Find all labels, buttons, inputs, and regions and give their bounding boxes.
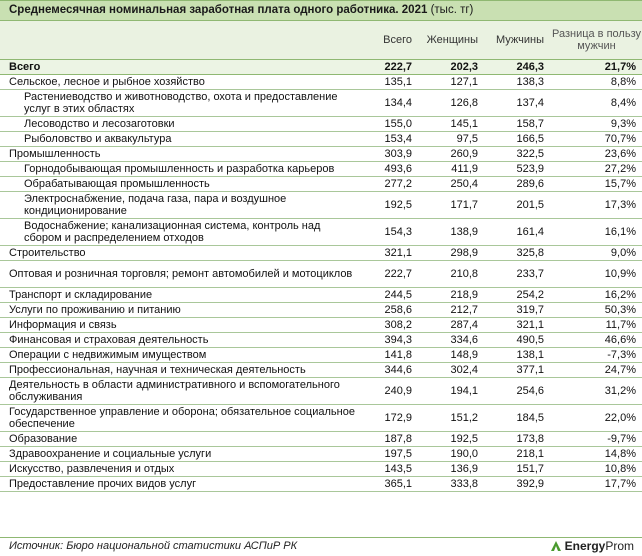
table-header <box>0 21 642 60</box>
cell-women: 145,1 <box>418 117 484 132</box>
cell-category: Предоставление прочих видов услуг <box>0 477 362 492</box>
cell-total: 303,9 <box>362 147 418 162</box>
cell-category: Водоснабжение; канализационная система, контроль над сбором и распределением отходов <box>0 219 362 246</box>
cell-category: Лесоводство и лесозаготовки <box>0 117 362 132</box>
table-row <box>0 405 642 432</box>
cell-men: 254,6 <box>484 378 550 405</box>
cell-difference: 16,2% <box>550 288 642 303</box>
cell-total: 143,5 <box>362 462 418 477</box>
cell-men: 158,7 <box>484 117 550 132</box>
cell-difference: 16,1% <box>550 219 642 246</box>
cell-men: 325,8 <box>484 246 550 261</box>
table-title-text: Среднемесячная номинальная заработная плата одного работника. 2021 <box>9 4 428 16</box>
brand-logo <box>550 539 634 553</box>
cell-men: 161,4 <box>484 219 550 246</box>
table-row <box>0 177 642 192</box>
cell-men: 319,7 <box>484 303 550 318</box>
cell-men: 137,4 <box>484 90 550 117</box>
cell-men: 254,2 <box>484 288 550 303</box>
cell-men: 377,1 <box>484 363 550 378</box>
source-note: Источник: Бюро национальной статистики АСПиР РК <box>9 540 298 552</box>
table-row <box>0 333 642 348</box>
cell-women: 148,9 <box>418 348 484 363</box>
cell-total: 222,7 <box>362 261 418 288</box>
cell-difference: 24,7% <box>550 363 642 378</box>
cell-category: Операции с недвижимым имуществом <box>0 348 362 363</box>
cell-total: 240,9 <box>362 378 418 405</box>
cell-women: 298,9 <box>418 246 484 261</box>
cell-women: 302,4 <box>418 363 484 378</box>
cell-total: 172,9 <box>362 405 418 432</box>
cell-women: 202,3 <box>418 60 484 75</box>
cell-difference: 14,8% <box>550 447 642 462</box>
table-row <box>0 75 642 90</box>
cell-men: 166,5 <box>484 132 550 147</box>
cell-men: 173,8 <box>484 432 550 447</box>
cell-women: 260,9 <box>418 147 484 162</box>
cell-total: 197,5 <box>362 447 418 462</box>
cell-men: 246,3 <box>484 60 550 75</box>
cell-total: 141,8 <box>362 348 418 363</box>
cell-men: 490,5 <box>484 333 550 348</box>
table-row <box>0 378 642 405</box>
cell-category: Строительство <box>0 246 362 261</box>
cell-difference: 23,6% <box>550 147 642 162</box>
cell-women: 171,7 <box>418 192 484 219</box>
cell-difference: 21,7% <box>550 60 642 75</box>
cell-women: 194,1 <box>418 378 484 405</box>
cell-total: 134,4 <box>362 90 418 117</box>
column-header-difference: Разница в пользу мужчин <box>550 21 642 60</box>
table-row <box>0 477 642 492</box>
table-row <box>0 303 642 318</box>
cell-difference: 17,7% <box>550 477 642 492</box>
table-row <box>0 447 642 462</box>
cell-category: Растениеводство и животноводство, охота и предоставление услуг в этих областях <box>0 90 362 117</box>
cell-difference: 10,8% <box>550 462 642 477</box>
cell-men: 392,9 <box>484 477 550 492</box>
table-row <box>0 318 642 333</box>
cell-men: 138,3 <box>484 75 550 90</box>
cell-total: 187,8 <box>362 432 418 447</box>
cell-women: 151,2 <box>418 405 484 432</box>
cell-women: 136,9 <box>418 462 484 477</box>
salary-table <box>0 21 642 492</box>
cell-total: 244,5 <box>362 288 418 303</box>
table-body <box>0 60 642 492</box>
cell-women: 210,8 <box>418 261 484 288</box>
cell-women: 287,4 <box>418 318 484 333</box>
table-title <box>0 0 642 21</box>
cell-men: 523,9 <box>484 162 550 177</box>
cell-total: 222,7 <box>362 60 418 75</box>
cell-category: Здравоохранение и социальные услуги <box>0 447 362 462</box>
cell-men: 138,1 <box>484 348 550 363</box>
cell-category: Финансовая и страховая деятельность <box>0 333 362 348</box>
cell-total: 321,1 <box>362 246 418 261</box>
table-row <box>0 147 642 162</box>
cell-category: Оптовая и розничная торговля; ремонт автомобилей и мотоциклов <box>0 261 362 288</box>
cell-difference: 8,8% <box>550 75 642 90</box>
cell-total: 155,0 <box>362 117 418 132</box>
cell-men: 289,6 <box>484 177 550 192</box>
cell-women: 127,1 <box>418 75 484 90</box>
column-header-category <box>0 21 362 60</box>
table-row <box>0 348 642 363</box>
cell-women: 218,9 <box>418 288 484 303</box>
cell-men: 184,5 <box>484 405 550 432</box>
cell-category: Промышленность <box>0 147 362 162</box>
cell-difference: 15,7% <box>550 177 642 192</box>
table-row <box>0 288 642 303</box>
table-row <box>0 219 642 246</box>
cell-difference: 8,4% <box>550 90 642 117</box>
table-row <box>0 117 642 132</box>
cell-men: 218,1 <box>484 447 550 462</box>
table-row <box>0 363 642 378</box>
cell-difference: -7,3% <box>550 348 642 363</box>
brand-prefix: Energy <box>564 539 606 553</box>
cell-men: 151,7 <box>484 462 550 477</box>
table-row <box>0 132 642 147</box>
cell-men: 322,5 <box>484 147 550 162</box>
cell-category: Рыболовство и аквакультура <box>0 132 362 147</box>
cell-women: 138,9 <box>418 219 484 246</box>
cell-category: Всего <box>0 60 362 75</box>
table-unit: (тыс. тг) <box>430 4 474 16</box>
cell-women: 411,9 <box>418 162 484 177</box>
cell-category: Профессиональная, научная и техническая деятельность <box>0 363 362 378</box>
cell-difference: 17,3% <box>550 192 642 219</box>
cell-total: 308,2 <box>362 318 418 333</box>
cell-difference: 27,2% <box>550 162 642 177</box>
table-row <box>0 60 642 75</box>
cell-total: 394,3 <box>362 333 418 348</box>
table-row <box>0 90 642 117</box>
cell-women: 192,5 <box>418 432 484 447</box>
cell-difference: 10,9% <box>550 261 642 288</box>
cell-category: Информация и связь <box>0 318 362 333</box>
cell-women: 334,6 <box>418 333 484 348</box>
table-row <box>0 462 642 477</box>
cell-category: Электроснабжение, подача газа, пара и воздушное кондиционирование <box>0 192 362 219</box>
cell-category: Транспорт и складирование <box>0 288 362 303</box>
cell-total: 365,1 <box>362 477 418 492</box>
cell-women: 333,8 <box>418 477 484 492</box>
cell-men: 233,7 <box>484 261 550 288</box>
cell-total: 192,5 <box>362 192 418 219</box>
cell-category: Искусство, развлечения и отдых <box>0 462 362 477</box>
cell-total: 258,6 <box>362 303 418 318</box>
cell-category: Образование <box>0 432 362 447</box>
cell-women: 97,5 <box>418 132 484 147</box>
cell-total: 277,2 <box>362 177 418 192</box>
cell-category: Деятельность в области административного и вспомогательного обслуживания <box>0 378 362 405</box>
column-header-women: Женщины <box>418 21 484 60</box>
cell-total: 344,6 <box>362 363 418 378</box>
column-header-total: Всего <box>362 21 418 60</box>
brand-suffix: Prom <box>605 539 634 553</box>
cell-difference: 9,0% <box>550 246 642 261</box>
cell-difference: -9,7% <box>550 432 642 447</box>
cell-men: 201,5 <box>484 192 550 219</box>
cell-difference: 50,3% <box>550 303 642 318</box>
footer <box>0 537 642 556</box>
cell-category: Государственное управление и оборона; обязательное социальное обеспечение <box>0 405 362 432</box>
cell-men: 321,1 <box>484 318 550 333</box>
cell-total: 493,6 <box>362 162 418 177</box>
cell-women: 212,7 <box>418 303 484 318</box>
cell-category: Услуги по проживанию и питанию <box>0 303 362 318</box>
cell-difference: 46,6% <box>550 333 642 348</box>
cell-women: 190,0 <box>418 447 484 462</box>
cell-difference: 11,7% <box>550 318 642 333</box>
table-row <box>0 261 642 288</box>
cell-women: 250,4 <box>418 177 484 192</box>
cell-category: Горнодобывающая промышленность и разработка карьеров <box>0 162 362 177</box>
cell-total: 135,1 <box>362 75 418 90</box>
cell-difference: 22,0% <box>550 405 642 432</box>
table-row <box>0 192 642 219</box>
cell-difference: 31,2% <box>550 378 642 405</box>
cell-total: 153,4 <box>362 132 418 147</box>
energyprom-logo-icon <box>550 540 562 552</box>
cell-difference: 70,7% <box>550 132 642 147</box>
cell-women: 126,8 <box>418 90 484 117</box>
table-row <box>0 246 642 261</box>
column-header-men: Мужчины <box>484 21 550 60</box>
cell-total: 154,3 <box>362 219 418 246</box>
cell-difference: 9,3% <box>550 117 642 132</box>
table-row <box>0 432 642 447</box>
table-row <box>0 162 642 177</box>
cell-category: Сельское, лесное и рыбное хозяйство <box>0 75 362 90</box>
cell-category: Обрабатывающая промышленность <box>0 177 362 192</box>
